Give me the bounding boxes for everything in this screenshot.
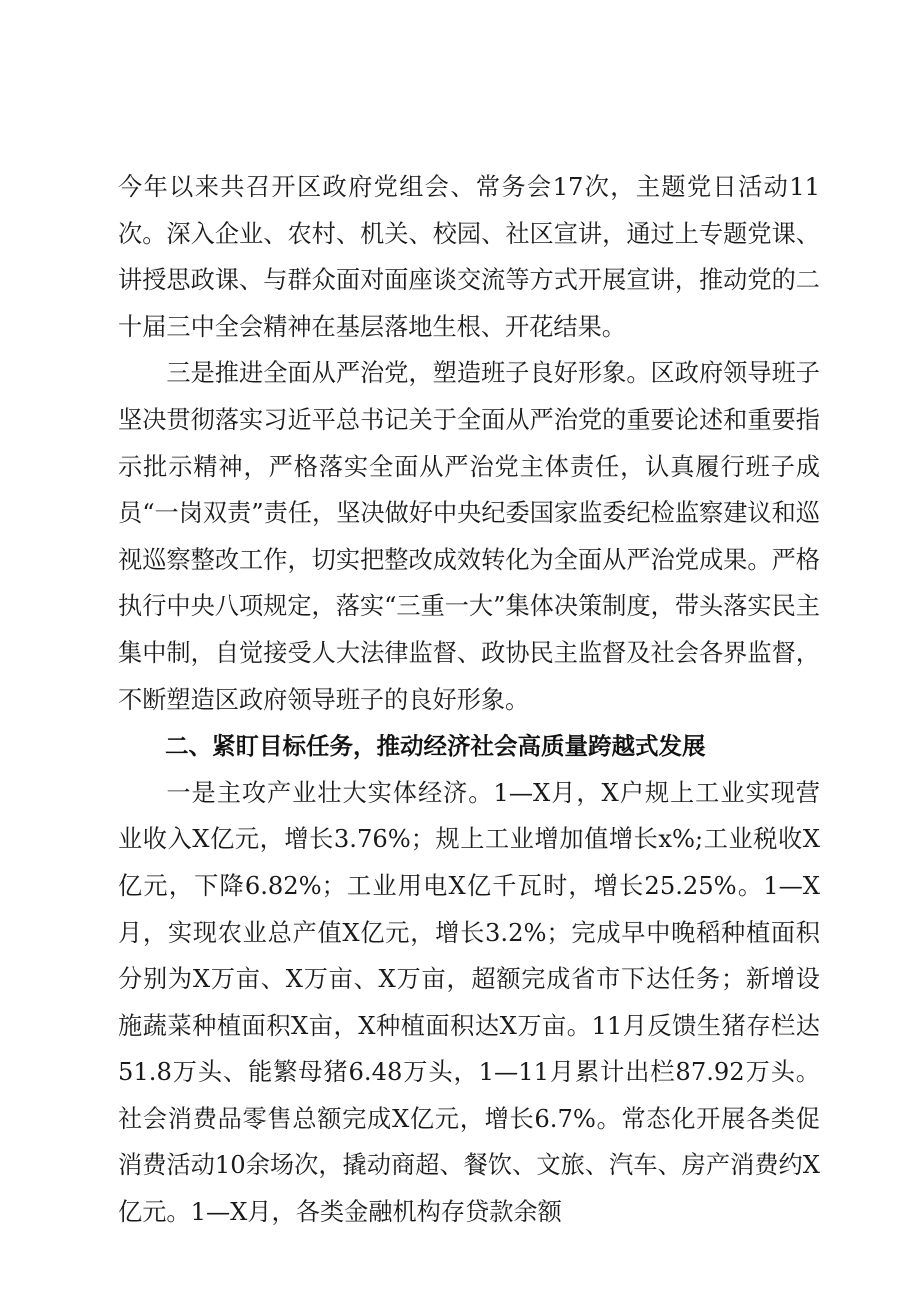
paragraph-strict-governance: 三是推进全面从严治党，塑造班子良好形象。区政府领导班子坚决贯彻落实习近平总书记关于全面从严治党的重要论述和重要指示批示精神，严格落实全面从严治党主体责任，认真履行班子成员“一岗双责”责任，坚决做好中央纪委国家监委纪检监察建议和巡视巡察整改工作，切实把整改成效转化为全面从严治党成果。严格执行中央八项规定，落实“三重一大”集体决策制度，带头落实民主集中制，自觉接受人大法律监督、政协民主监督及社会各界监督，不断塑造区政府领导班子的良好形象。: [118, 359, 820, 714]
paragraph-industry-economy: 一是主攻产业壮大实体经济。1—X月，X户规上工业实现营业收入X亿元，增长3.76%；规上工业增加值增长x%;工业税收X亿元，下降6.82%；工业用电X亿千瓦时，增长25.25%。1—X月，实现农业总产值X亿元，增长3.2%；完成早中晚稻种植面积分别为X万亩、X万亩、X万亩，超额完成省市下达任务；新增设施蔬菜种植面积X亩，X种植面积达X万亩。11月反馈生猪存栏达51.8万头、能繁母猪6.48万头，1—11月累计出栏87.92万头。社会消费品零售总额完成X亿元，增长6.7%。常态化开展各类促消费活动10余场次，撬动商超、餐饮、文旅、汽车、房产消费约X亿元。1—X月，各类金融机构存贷款余额: [118, 778, 820, 1227]
document-body: [118, 164, 820, 1236]
paragraph-party-meetings: 今年以来共召开区政府党组会、常务会17次，主题党日活动11次。深入企业、农村、机关、校园、社区宣讲，通过上专题党课、讲授思政课、与群众面对面座谈交流等方式开展宣讲，推动党的二十届三中全会精神在基层落地生根、开花结果。: [118, 173, 820, 341]
section-heading: 二、紧盯目标任务，推动经济社会高质量跨越式发展: [165, 732, 706, 761]
